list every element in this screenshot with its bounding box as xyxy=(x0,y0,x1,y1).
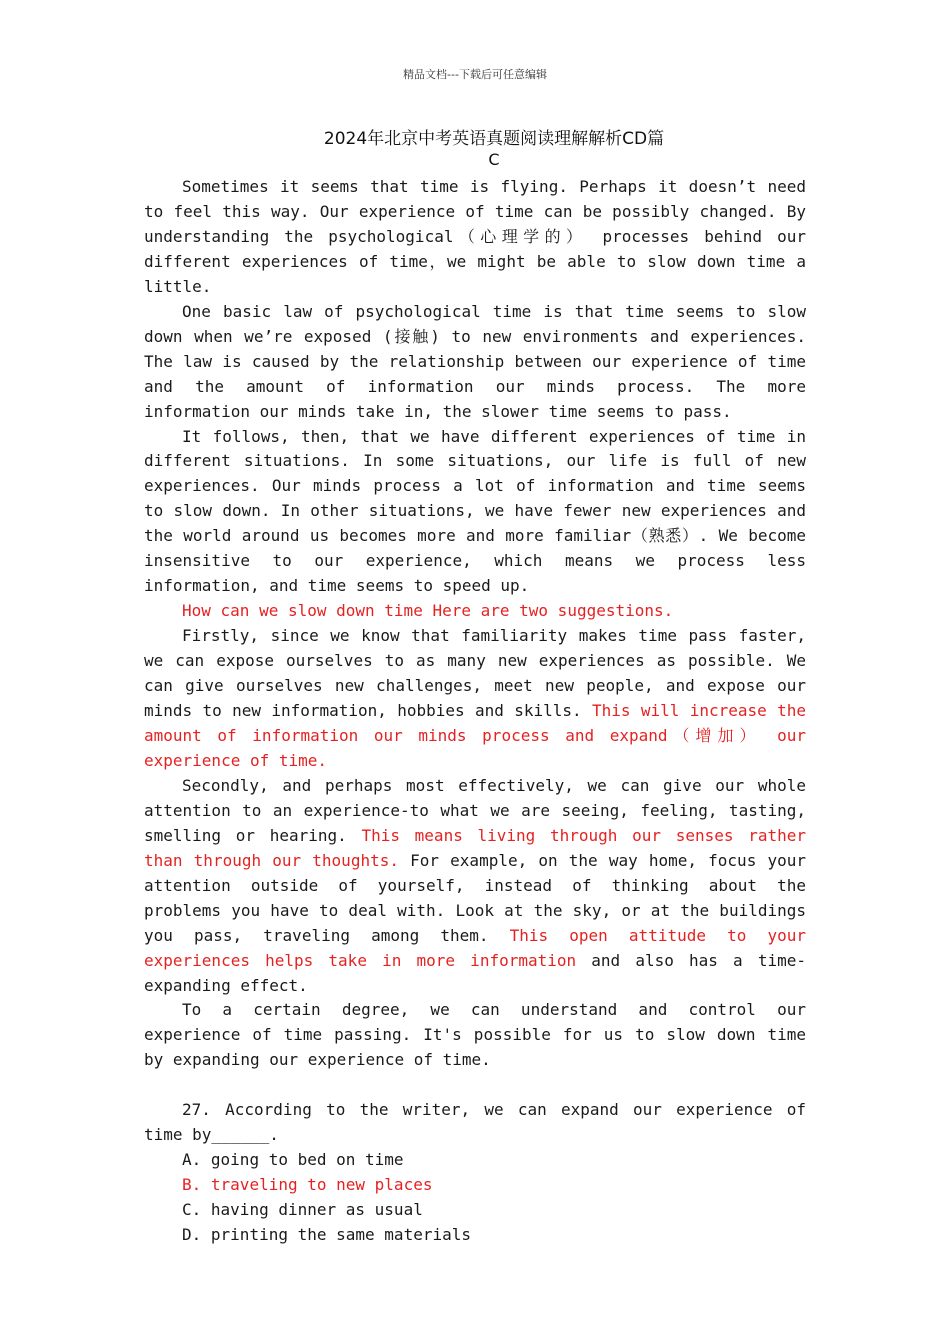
paragraph xyxy=(144,774,806,999)
answer-option xyxy=(144,1198,806,1223)
option-label: B. xyxy=(182,1175,202,1195)
article-body xyxy=(144,175,806,1248)
option-text: going to bed on time xyxy=(210,1150,404,1170)
paragraph-text: Sometimes it seems that time is flying. Perhaps it doesn’t need to feel this way. Our experience of time can be possibly changed. By understanding the psychological（心理学的） processes behind our different experiences of time，we might be able to slow down time a little. xyxy=(144,177,806,296)
paragraph-text: One basic law of psychological time is that time seems to slow down when we’re exposed (接触) to new environments and experiences. The law is caused by the relationship between our experience of time and the amount of information our minds process. The more information our minds take in, the slower time seems to pass. xyxy=(144,301,806,421)
passage xyxy=(144,175,806,1073)
highlighted-text: This open attitude to your experiences helps take in more information xyxy=(144,925,807,970)
question-27 xyxy=(144,1098,806,1248)
paragraph xyxy=(144,624,806,774)
document-title: 2024年北京中考英语真题阅读理解解析CD篇 xyxy=(323,129,665,149)
paragraph xyxy=(144,998,806,1073)
option-label: D. xyxy=(182,1225,202,1245)
highlighted-text: This will increase the amount of information our minds process and expand（增加） our experience of time. xyxy=(144,701,807,770)
paragraph xyxy=(144,599,806,624)
option-text: having dinner as usual xyxy=(210,1200,423,1220)
paragraph xyxy=(144,300,806,425)
option-label: C. xyxy=(182,1200,202,1220)
paragraph xyxy=(144,425,806,600)
paragraph-text: For example, on the way home, focus your attention outside of yourself, instead of thinking about the problems you have to deal with. Look at the sky, or at the buildings you pass, traveling among them. xyxy=(144,850,806,945)
answer-options xyxy=(144,1148,806,1248)
question-stem: 27. According to the writer, we can expand our experience of time by______. xyxy=(144,1100,806,1145)
spacer xyxy=(144,1073,806,1098)
option-text: traveling to new places xyxy=(210,1175,433,1195)
paragraph-text: It follows, then, that we have different experiences of time in different situations. In some situations, our life is full of new experiences. Our minds process a lot of information and time seems to slow down. In other situations, we have fewer new experiences and the world around us becomes more and more familiar（熟悉）. We become insensitive to our experience, which means we process less information, and time seems to speed up. xyxy=(144,426,806,596)
option-text: printing the same materials xyxy=(210,1225,471,1245)
highlighted-text: How can we slow down time Here are two suggestions. xyxy=(182,601,674,621)
option-label: A. xyxy=(182,1150,202,1170)
answer-option xyxy=(144,1173,806,1198)
answer-option xyxy=(144,1223,806,1248)
header-note: 精品文档---下载后可任意编辑 xyxy=(403,68,547,81)
paragraph-text: and also has a time-expanding effect. xyxy=(144,950,806,995)
paragraph-text: Secondly, and perhaps most effectively, we can give our whole attention to an experience-to what we are seeing, feeling, tasting, smelling or hearing. xyxy=(144,775,806,845)
paragraph-text: To a certain degree, we can understand and control our experience of time passing. It's possible for us to slow down time by expanding our experience of time. xyxy=(144,1000,806,1070)
paragraph xyxy=(144,175,806,300)
section-letter: C xyxy=(488,150,500,169)
highlighted-text: This means living through our senses rather than through our thoughts. xyxy=(144,825,806,870)
answer-option xyxy=(144,1148,806,1173)
paragraph-text: Firstly, since we know that familiarity makes time pass faster, we can expose ourselves to as many new experiences as possible. We can give ourselves new challenges, meet new people, and expose our minds to new information, hobbies and skills. xyxy=(144,626,806,721)
